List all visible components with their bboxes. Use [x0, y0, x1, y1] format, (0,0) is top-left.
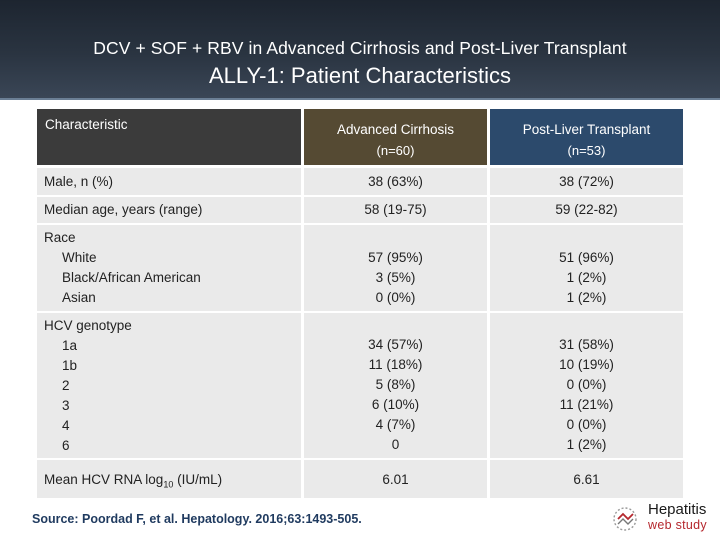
- cell-value: 3 (5%): [375, 270, 416, 285]
- row-label-race: [37, 225, 301, 311]
- race-label-black: Black/African American: [62, 270, 201, 285]
- cell-value: 0 (0%): [566, 417, 607, 432]
- cell-value: 59 (22-82): [555, 202, 618, 217]
- cell-value: 6.61: [573, 472, 600, 487]
- row-label-hcv-rna: [37, 460, 301, 498]
- logo-mark-icon: [610, 504, 640, 534]
- cell-value: 1 (2%): [566, 437, 607, 452]
- cell-value: 57 (95%): [368, 250, 423, 265]
- rna-label-main: Mean HCV RNA log: [44, 472, 164, 487]
- cell-value: 34 (57%): [368, 337, 423, 352]
- cell-rna-cirrhosis: [304, 460, 487, 498]
- cell-value: 38 (63%): [368, 174, 423, 189]
- cell-age-cirrhosis: [304, 197, 487, 223]
- genotype-label-3: 3: [62, 398, 70, 413]
- genotype-label-1b: 1b: [62, 358, 78, 373]
- cell-value: 31 (58%): [559, 337, 614, 352]
- row-label-male: [37, 168, 301, 195]
- hepatitis-web-study-logo: [610, 500, 714, 536]
- race-heading: Race: [44, 230, 76, 245]
- race-label-asian: Asian: [62, 290, 96, 305]
- genotype-label-6: 6: [62, 438, 70, 453]
- cell-value: 1 (2%): [566, 270, 607, 285]
- cell-value: 11 (21%): [559, 397, 614, 412]
- cell-male-transplant: [490, 168, 683, 195]
- cell-genotype-transplant: [490, 313, 683, 458]
- source-citation: Source: Poordad F, et al. Hepatology. 2016;63:1493-505.: [32, 512, 362, 526]
- rna-label-subscript: 10: [163, 479, 174, 490]
- cell-value: 38 (72%): [559, 174, 614, 189]
- cell-race-cirrhosis: [304, 225, 487, 311]
- corner-header-label: Characteristic: [45, 117, 128, 132]
- cell-value: 11 (18%): [368, 357, 423, 372]
- cell-value: 58 (19-75): [364, 202, 427, 217]
- cell-value: 0 (0%): [566, 377, 607, 392]
- cell-value: 4 (7%): [375, 417, 416, 432]
- column-header-advanced-cirrhosis: [304, 109, 487, 165]
- race-label-white: White: [62, 250, 97, 265]
- corner-header: [37, 109, 301, 165]
- genotype-label-1a: 1a: [62, 338, 78, 353]
- cell-value: 1 (2%): [566, 290, 607, 305]
- cell-value: 51 (96%): [559, 250, 614, 265]
- row-label-genotype: [37, 313, 301, 458]
- cell-male-cirrhosis: [304, 168, 487, 195]
- column-header-label: Post-Liver Transplant: [522, 122, 651, 137]
- genotype-label-4: 4: [62, 418, 70, 433]
- cell-value: 0 (0%): [375, 290, 416, 305]
- cell-value: 5 (8%): [375, 377, 416, 392]
- cell-value: 6 (10%): [371, 397, 420, 412]
- slide-subtitle: DCV + SOF + RBV in Advanced Cirrhosis and Post-Liver Transplant: [93, 38, 627, 58]
- cell-rna-transplant: [490, 460, 683, 498]
- column-header-n: (n=53): [567, 143, 606, 158]
- cell-race-transplant: [490, 225, 683, 311]
- cell-genotype-cirrhosis: [304, 313, 487, 458]
- row-label-text: Median age, years (range): [44, 202, 203, 217]
- slide-title: ALLY-1: Patient Characteristics: [208, 63, 512, 88]
- logo-word-hepatitis: Hepatitis: [648, 501, 707, 518]
- row-label-age: [37, 197, 301, 223]
- column-header-label: Advanced Cirrhosis: [336, 122, 455, 137]
- rna-label-unit: (IU/mL): [173, 472, 223, 487]
- row-label-text: Male, n (%): [44, 174, 114, 189]
- cell-value: 10 (19%): [559, 357, 614, 372]
- cell-value: 6.01: [382, 472, 409, 487]
- logo-word-web-study: web study: [648, 518, 707, 532]
- genotype-label-2: 2: [62, 378, 70, 393]
- column-header-n: (n=60): [376, 143, 415, 158]
- cell-value: 0: [391, 437, 400, 452]
- column-header-post-liver-transplant: [490, 109, 683, 165]
- cell-age-transplant: [490, 197, 683, 223]
- genotype-heading: HCV genotype: [44, 318, 132, 333]
